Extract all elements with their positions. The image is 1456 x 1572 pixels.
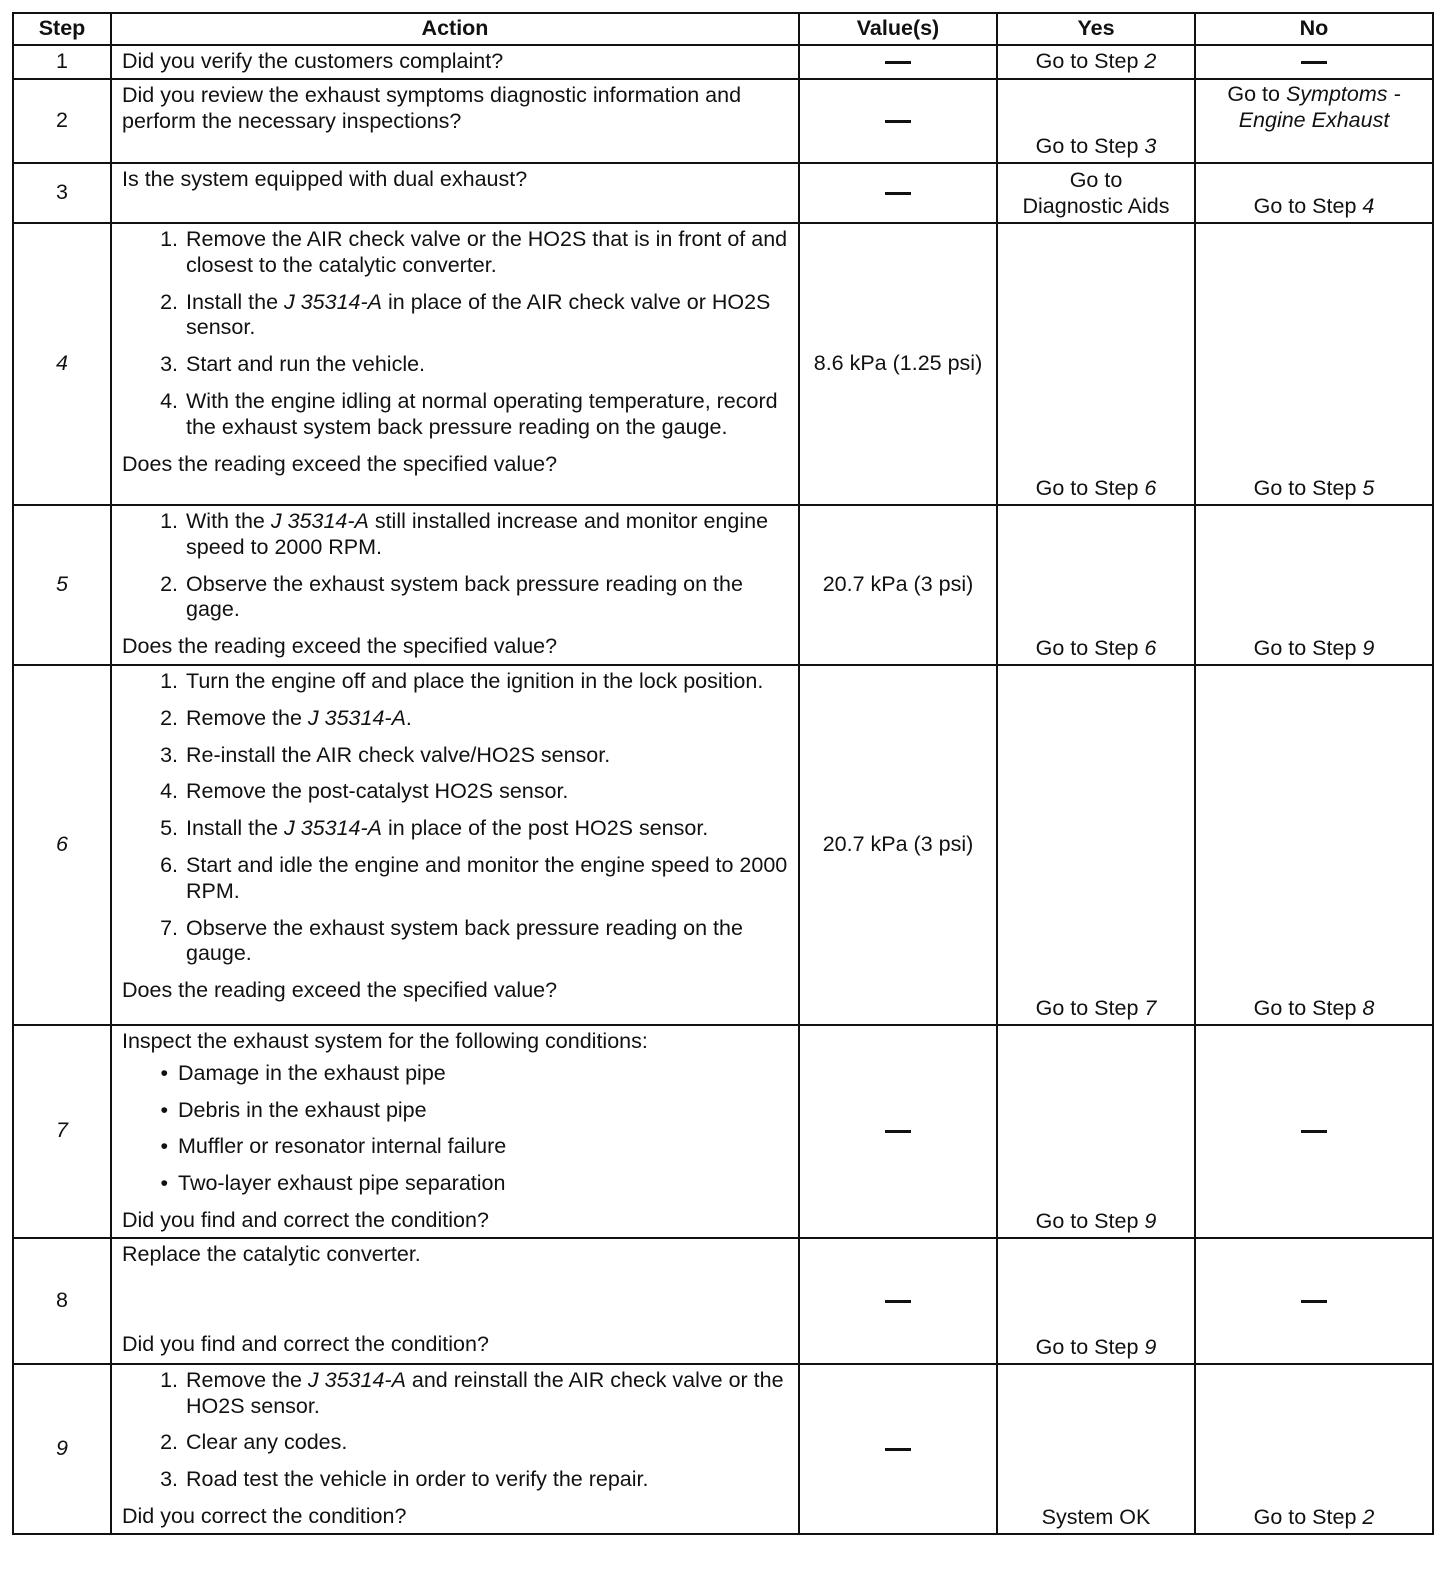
no-action: Go to Step 8	[1195, 665, 1433, 1025]
yes-action: System OK	[997, 1364, 1195, 1534]
dash-mark	[885, 1300, 911, 1303]
step-value	[799, 45, 997, 79]
step-value: 20.7 kPa (3 psi)	[799, 665, 997, 1025]
table-row	[13, 505, 1433, 665]
yes-action: Go to Step 9	[997, 1025, 1195, 1238]
step-question: Does the reading exceed the specified value?	[122, 634, 558, 659]
dash-mark	[1301, 61, 1327, 64]
step-number: 1	[13, 45, 111, 79]
yes-action: Go to Diagnostic Aids	[997, 163, 1195, 223]
step-value	[799, 1025, 997, 1238]
step-action	[111, 1025, 799, 1238]
table-row	[13, 79, 1433, 163]
step-number: 9	[13, 1364, 111, 1534]
no-action: Go to Step 5	[1195, 223, 1433, 505]
list-item: 2. Clear any codes.	[160, 1430, 348, 1455]
dash-mark	[1301, 1130, 1327, 1133]
step-intro: Replace the catalytic converter.	[122, 1241, 421, 1266]
step-action	[111, 665, 799, 1025]
step-question: Did you find and correct the condition?	[122, 1207, 489, 1232]
step-question: Does the reading exceed the specified value?	[122, 451, 558, 476]
numbered-list	[122, 1368, 792, 1493]
table-row	[13, 1238, 1433, 1364]
yes-action: Go to Step 6	[997, 505, 1195, 665]
list-item: 1. Turn the engine off and place the ignition in the lock position.	[160, 669, 764, 693]
step-question: Does the reading exceed the specified value?	[122, 978, 558, 1003]
step-action	[111, 1364, 799, 1534]
step-action	[111, 1238, 799, 1364]
yes-action: Go to Step 2	[997, 45, 1195, 79]
list-item: 1. Remove the AIR check valve or the HO2S that is in front of and closest to the catalytic converter.	[160, 227, 788, 277]
list-item: 3. Re-install the AIR check valve/HO2S sensor.	[160, 742, 611, 767]
diagnostic-table	[12, 12, 1434, 1535]
no-action: Go to Step 4	[1195, 163, 1433, 223]
step-question: Did you find and correct the condition?	[122, 1331, 489, 1356]
dash-mark	[885, 61, 911, 64]
step-question: Did you verify the customers complaint?	[111, 45, 799, 79]
list-item: 1. Remove the J 35314-A and reinstall the AIR check valve or the HO2S sensor.	[160, 1367, 784, 1418]
step-action	[111, 223, 799, 505]
step-action	[111, 505, 799, 665]
step-value	[799, 79, 997, 163]
dash-mark	[885, 1130, 911, 1133]
list-item: 4. Remove the post-catalyst HO2S sensor.	[160, 779, 569, 804]
yes-action: Go to Step 9	[997, 1238, 1195, 1364]
table-row	[13, 223, 1433, 505]
list-item: 3. Road test the vehicle in order to verify the repair.	[160, 1467, 649, 1492]
header-step: Step	[13, 13, 111, 45]
no-action	[1195, 45, 1433, 79]
step-intro: Inspect the exhaust system for the following conditions:	[122, 1029, 648, 1053]
diagnostic-table-container	[12, 12, 1432, 1535]
step-number: 6	[13, 665, 111, 1025]
dash-mark	[1301, 1300, 1327, 1303]
dash-mark	[885, 1448, 911, 1451]
no-action	[1195, 1025, 1433, 1238]
step-question: Did you correct the condition?	[122, 1503, 407, 1528]
numbered-list	[122, 669, 792, 967]
dash-mark	[885, 120, 911, 123]
list-item: 2. Install the J 35314-A in place of the AIR check valve or HO2S sensor.	[160, 289, 771, 340]
list-item: 5. Install the J 35314-A in place of the post HO2S sensor.	[160, 816, 709, 841]
numbered-list	[122, 509, 792, 623]
header-no: No	[1195, 13, 1433, 45]
list-item: 3. Start and run the vehicle.	[160, 352, 426, 377]
step-value: 8.6 kPa (1.25 psi)	[799, 223, 997, 505]
list-item: 1. With the J 35314-A still installed increase and monitor engine speed to 2000 RPM.	[160, 509, 769, 559]
table-row	[13, 1364, 1433, 1534]
table-row	[13, 163, 1433, 223]
list-item: 6. Start and idle the engine and monitor the engine speed to 2000 RPM.	[160, 852, 788, 903]
no-action: Go to Step 2	[1195, 1364, 1433, 1534]
yes-action: Go to Step 7	[997, 665, 1195, 1025]
table-row	[13, 45, 1433, 79]
list-item: • Debris in the exhaust pipe	[160, 1097, 427, 1122]
header-row	[13, 13, 1433, 45]
table-row	[13, 1025, 1433, 1238]
yes-action: Go to Step 6	[997, 223, 1195, 505]
numbered-list	[122, 227, 792, 441]
list-item: • Muffler or resonator internal failure	[160, 1134, 507, 1159]
no-action	[1195, 1238, 1433, 1364]
step-question: Did you review the exhaust symptoms diagnostic information and perform the necessary inspections?	[111, 79, 799, 163]
table-row	[13, 665, 1433, 1025]
list-item: 4. With the engine idling at normal operating temperature, record the exhaust system back pressure reading on the gauge.	[160, 388, 778, 439]
step-number: 3	[13, 163, 111, 223]
header-values: Value(s)	[799, 13, 997, 45]
list-item: 2. Remove the J 35314-A.	[160, 705, 412, 730]
step-question: Is the system equipped with dual exhaust?	[111, 163, 799, 223]
no-action: Go to Symptoms - Engine Exhaust	[1195, 79, 1433, 163]
step-number: 2	[13, 79, 111, 163]
list-item: 2. Observe the exhaust system back pressure reading on the gage.	[160, 571, 743, 622]
list-item: • Damage in the exhaust pipe	[160, 1060, 446, 1085]
header-yes: Yes	[997, 13, 1195, 45]
step-number: 5	[13, 505, 111, 665]
header-action: Action	[111, 13, 799, 45]
step-value: 20.7 kPa (3 psi)	[799, 505, 997, 665]
step-value	[799, 163, 997, 223]
list-item: 7. Observe the exhaust system back pressure reading on the gauge.	[160, 915, 743, 966]
step-number: 7	[13, 1025, 111, 1238]
dash-mark	[885, 192, 911, 195]
step-value	[799, 1364, 997, 1534]
step-number: 4	[13, 223, 111, 505]
no-action: Go to Step 9	[1195, 505, 1433, 665]
bullet-list	[122, 1061, 792, 1197]
step-value	[799, 1238, 997, 1364]
list-item: • Two-layer exhaust pipe separation	[160, 1171, 506, 1196]
step-number: 8	[13, 1238, 111, 1364]
yes-action: Go to Step 3	[997, 79, 1195, 163]
